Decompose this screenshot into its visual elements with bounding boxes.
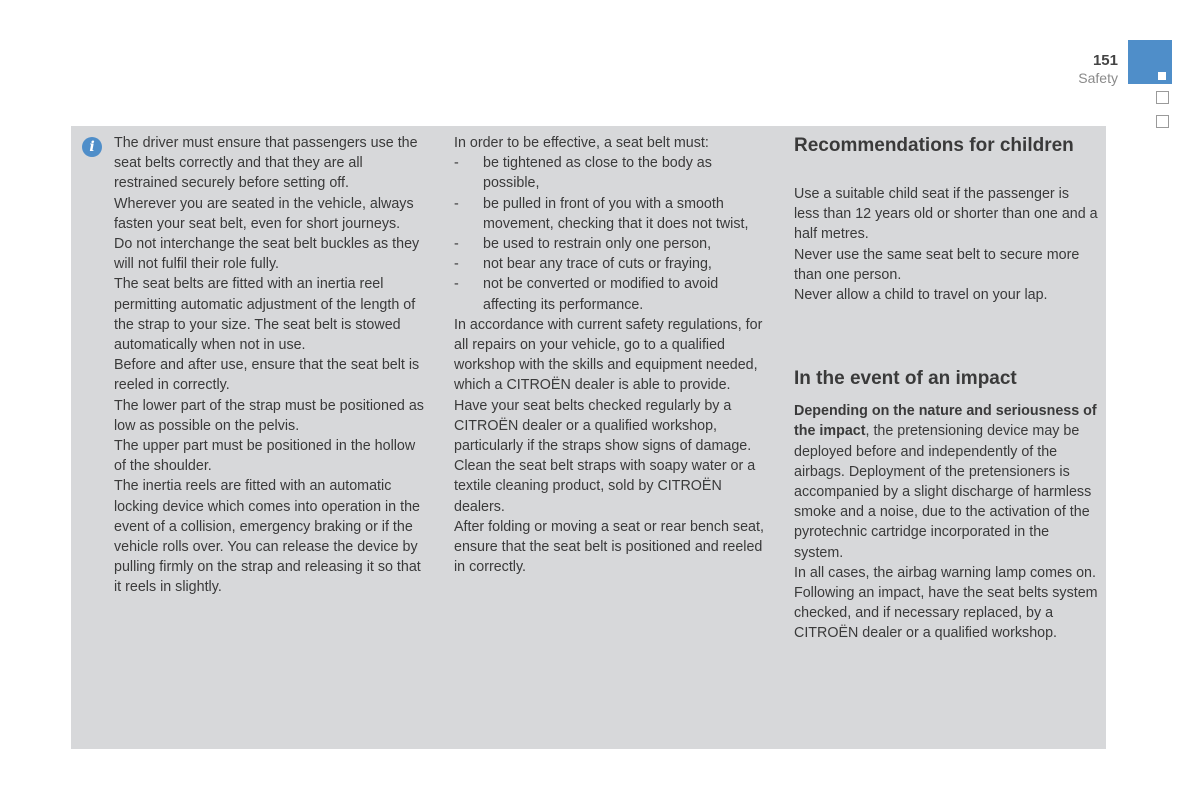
- paragraph: Never use the same seat belt to secure more than one person.: [794, 246, 1080, 283]
- paragraph: In all cases, the airbag warning lamp comes on.: [794, 564, 1096, 581]
- paragraph: Never allow a child to travel on your lap.: [794, 287, 1048, 304]
- paragraph: Do not interchange the seat belt buckles as they will not fulfil their role fully.: [114, 236, 420, 273]
- lead-text: , the pretensioning device may be deployed before and independently of the airbags. Deployment of the pretensioners is accompanied by a slight discharge of harmless smoke and a noise, due to the activation of the pyrotechnic cartridge incorporated in the system.: [794, 423, 1092, 561]
- section-tab-active: [1128, 40, 1172, 84]
- paragraph: Have your seat belts checked regularly by a CITROËN dealer or a qualified workshop, particularly if the straps show signs of damage.: [454, 397, 752, 455]
- column-children-and-impact: [794, 133, 1098, 644]
- list-item: - not bear any trace of cuts or fraying,: [454, 254, 770, 274]
- section-title: Safety: [1078, 70, 1118, 86]
- paragraph: In accordance with current safety regulations, for all repairs on your vehicle, go to a qualified workshop with the skills and equipment needed, which a CITROËN dealer is able to provide.: [454, 316, 763, 394]
- paragraph: After folding or moving a seat or rear bench seat, ensure that the seat belt is positioned and reeled in correctly.: [454, 518, 764, 576]
- bold-lead: Depending on the nature and seriousness of the impact: [794, 403, 1097, 440]
- paragraph: Wherever you are seated in the vehicle, always fasten your seat belt, even for short journeys.: [114, 195, 414, 232]
- info-icon: i: [82, 137, 102, 157]
- requirements-list: [454, 153, 770, 315]
- list-item: - be pulled in front of you with a smooth movement, checking that it does not twist,: [454, 194, 770, 234]
- section-tab-box: [1156, 91, 1169, 104]
- paragraph: The driver must ensure that passengers use the seat belts correctly and that they are all restrained securely before setting off.: [114, 135, 418, 192]
- paragraph: [794, 401, 1098, 563]
- section-tab-box: [1156, 115, 1169, 128]
- paragraph: Following an impact, have the seat belts system checked, and if necessary replaced, by a CITROËN dealer or a qualified workshop.: [794, 585, 1098, 642]
- column-driver-notes: [114, 133, 428, 598]
- tab-marker-icon: [1158, 72, 1166, 80]
- paragraph: Use a suitable child seat if the passenger is less than 12 years old or shorter than one and a half metres.: [794, 186, 1098, 243]
- heading-recommendations-children: Recommendations for children: [794, 135, 1074, 156]
- paragraph: The lower part of the strap must be positioned as low as possible on the pelvis.: [114, 397, 424, 434]
- paragraph: Clean the seat belt straps with soapy water or a textile cleaning product, sold by CITROËN dealers.: [454, 458, 756, 515]
- list-item: - be used to restrain only one person,: [454, 234, 770, 254]
- list-intro: In order to be effective, a seat belt must:: [454, 135, 709, 151]
- heading-event-of-impact: In the event of an impact: [794, 368, 1017, 390]
- paragraph: Before and after use, ensure that the seat belt is reeled in correctly.: [114, 357, 420, 394]
- paragraph: The seat belts are fitted with an inertia reel permitting automatic adjustment of the length of the strap to your size. The seat belt is stowed automatically when not in use.: [114, 276, 416, 354]
- paragraph: The upper part must be positioned in the hollow of the shoulder.: [114, 438, 416, 475]
- list-item: - not be converted or modified to avoid affecting its performance.: [454, 274, 770, 314]
- column-seat-belt-requirements: [454, 133, 770, 577]
- list-item: - be tightened as close to the body as possible,: [454, 153, 770, 193]
- paragraph: The inertia reels are fitted with an automatic locking device which comes into operation in the event of a collision, emergency braking or if the vehicle rolls over. You can release the device by pulling firmly on the strap and releasing it so that it reels in slightly.: [114, 478, 421, 596]
- page-number: 151: [1092, 52, 1118, 69]
